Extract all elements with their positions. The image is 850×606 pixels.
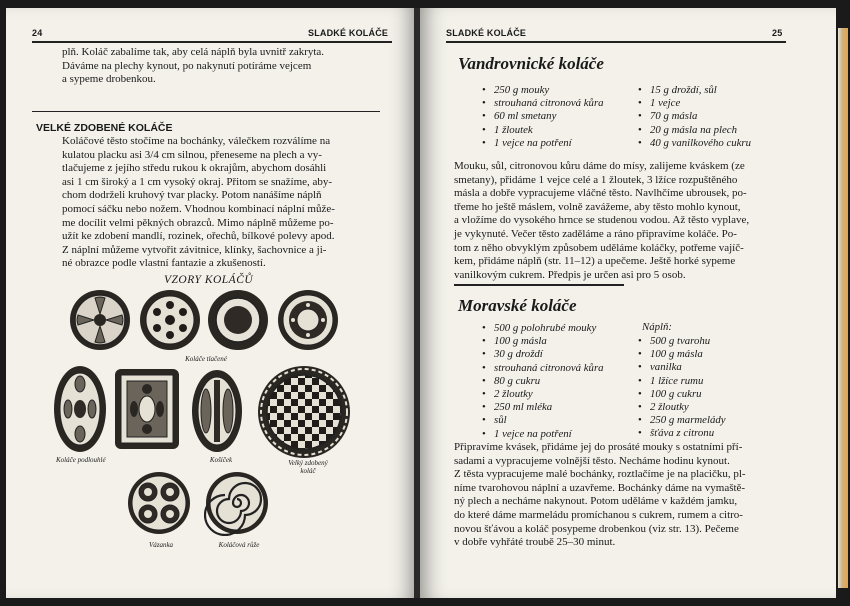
text-line: másla a dobře vypracujeme vláčné těsto. Navlhčíme ubrousek, po- xyxy=(454,187,747,200)
ingredient-item: • 250 g mouky xyxy=(482,84,604,97)
left-page xyxy=(6,8,416,598)
ingredient-item: • 500 g polohrubé mouky xyxy=(482,322,604,335)
text-line: níme tvarohovou náplní a uzavřeme. Bochánky dáme na vymaště- xyxy=(454,481,746,494)
section-rule xyxy=(32,111,380,112)
text-line: Z těsta vypracujeme malé bochánky, roztlačíme je na placičku, pl- xyxy=(454,468,746,481)
pastry-square-illustration xyxy=(114,368,180,450)
ingredient-item: • 100 g másla xyxy=(482,335,604,348)
left-page-number: 24 xyxy=(32,28,43,38)
text-line: do které dáme marmeládu promíchanou s cukrem, rumem a citro- xyxy=(454,508,743,521)
text-line: plň. Koláč zabalíme tak, aby celá náplň byla uvnitř zakryta. xyxy=(62,46,325,58)
text-line: kem, přidáme náplň (str. 11–12) a upečeme. Ještě horké sypeme xyxy=(454,255,736,268)
caption-velky-line: koláč xyxy=(300,467,316,475)
section-paragraph xyxy=(62,135,368,271)
text-line: Připravíme kvásek, přidáme jej do prosáté mouky s ostatními pří- xyxy=(454,441,743,453)
recipe1-method xyxy=(454,160,794,282)
text-line: v dobře vyhřáté troubě 25–30 minut. xyxy=(454,536,616,549)
ingredient-item: • 100 g cukru xyxy=(638,388,726,401)
text-line: smetany), přidáme 1 vejce celé a 1 žloutek, 3 lžíce rozpuštěného xyxy=(454,173,738,186)
caption-podlouhle: Koláče podlouhlé xyxy=(56,456,106,464)
ingredient-item: • 15 g droždí, sůl xyxy=(638,84,751,97)
ingredient-item: • 30 g droždí xyxy=(482,348,604,361)
recipe2-ingredients-right xyxy=(638,335,726,441)
pastry-checkerboard-illustration xyxy=(256,364,352,460)
section-title: VELKÉ ZDOBENÉ KOLÁČE xyxy=(36,122,173,134)
ingredient-item: • 20 g másla na plech xyxy=(638,124,751,137)
left-running-header: SLADKÉ KOLÁČE xyxy=(308,28,389,38)
ingredient-item: • 70 g másla xyxy=(638,110,751,123)
ingredient-item: • 1 žloutek xyxy=(482,124,604,137)
pastry-rose-illustration xyxy=(204,470,270,536)
text-line: Z náplní můžeme vytvořit závitnice, klínky, šachovnice a ji- xyxy=(62,243,327,256)
ingredient-item: • sůl xyxy=(482,414,604,427)
caption-tlacene: Koláče tlačené xyxy=(185,355,227,363)
text-line: je vykynuté. Večer těsto zaděláme a ráno připravíme koláče. Po- xyxy=(454,227,737,240)
patterns-title: VZORY KOLÁČŮ xyxy=(164,274,254,286)
text-line: užít ke zdobení mandlí, rozinek, ořechů, bílkové polevy apod. xyxy=(62,230,335,243)
recipe2-ingredients-left xyxy=(482,322,604,441)
text-line: me docílit velmi pěkných obrazců. Mimo náplně můžeme po- xyxy=(62,216,334,229)
recipe1-ingredients-right xyxy=(638,84,751,150)
text-line: ný plech a necháme nakynout. Potom uděláme v každém jamku, xyxy=(454,495,738,508)
filling-label: Náplň: xyxy=(642,321,672,333)
ingredient-item: • 100 g másla xyxy=(638,348,726,361)
ingredient-item: • strouhaná citronová kůra xyxy=(482,97,604,110)
text-line: asi 1 cm široký a 1 cm vysoký okraj. Přitom se snažíme, aby- xyxy=(62,175,333,188)
ingredient-item: • 1 vejce na potření xyxy=(482,137,604,150)
pastry-dots-illustration xyxy=(138,288,202,352)
caption-kosicek: Košíček xyxy=(209,456,233,464)
recipe2-method xyxy=(454,441,794,550)
pastry-wheel-illustration xyxy=(68,288,132,352)
text-line: a vložíme do vysokého hrnce se studenou vodou. Až těsto vyplave, xyxy=(454,214,750,227)
text-line: Koláčové těsto stočíme na bochánky, válečkem rozválíme na xyxy=(62,135,331,147)
text-line: novou šťávou a koláč posypeme drobenkou (viz str. 13). Pečeme xyxy=(454,522,739,535)
recipe-separator xyxy=(454,284,624,286)
text-line: Mouku, sůl, citronovou kůru dáme do mísy, zalijeme kváskem (ze xyxy=(454,160,745,172)
recipe2-title: Moravské koláče xyxy=(458,296,577,315)
ingredient-item: • 2 žloutky xyxy=(482,388,604,401)
ingredient-item: • 250 g marmelády xyxy=(638,414,726,427)
pastry-basket-illustration xyxy=(190,368,244,454)
ingredient-item: • šťáva z citronu xyxy=(638,427,726,440)
text-line: chom dodrželi kruhový tvar placky. Potom nanášíme náplň xyxy=(62,189,322,202)
text-line: tom z něho obvyklým způsobem uděláme koláčky, potřeme vajíč- xyxy=(454,241,744,254)
recipe1-title: Vandrovnické koláče xyxy=(458,54,604,73)
ingredient-item: • 60 ml smetany xyxy=(482,110,604,123)
text-line: Dáváme na plechy kynout, po nakynutí potíráme vejcem xyxy=(62,59,312,72)
ingredient-item: • 2 žloutky xyxy=(638,401,726,414)
text-line: né obrazce podle vlastní fantazie a zkušeností. xyxy=(62,257,266,270)
pastry-oval-illustration xyxy=(52,364,108,454)
text-line: třeme ho ještě máslem, volně zavážeme, aby těsto mohlo kynout, xyxy=(454,200,741,213)
pastry-knot-illustration xyxy=(126,470,192,536)
ingredient-item: • strouhaná citronová kůra xyxy=(482,362,604,375)
left-header-rule xyxy=(32,41,392,43)
pastry-ring-illustration xyxy=(276,288,340,352)
text-line: vanilkovým cukrem. Předpis je určen asi pro 5 osob. xyxy=(454,268,686,281)
right-header-rule xyxy=(446,41,786,43)
right-running-header: SLADKÉ KOLÁČE xyxy=(446,28,527,38)
ingredient-item: • 500 g tvarohu xyxy=(638,335,726,348)
ingredient-item: • 80 g cukru xyxy=(482,375,604,388)
page-edges xyxy=(838,28,848,588)
ingredient-item: • 1 lžíce rumu xyxy=(638,375,726,388)
pastry-filled-illustration xyxy=(206,288,270,352)
recipe1-ingredients-left xyxy=(482,84,604,150)
text-line: tlačujeme z jejího středu rukou k okrajům, abychom dosáhli xyxy=(62,162,327,175)
text-line: pomocí sáčku nebo nožem. Vhodnou kombinací náplní může- xyxy=(62,202,335,215)
caption-velky xyxy=(268,459,348,475)
ingredient-item: • 1 vejce na potření xyxy=(482,428,604,441)
ingredient-item: • 1 vejce xyxy=(638,97,751,110)
ingredient-item: • 250 ml mléka xyxy=(482,401,604,414)
caption-velky-line: Velký zdobený xyxy=(288,459,328,467)
right-page xyxy=(420,8,836,598)
intro-paragraph xyxy=(62,46,366,87)
ingredient-item: • 40 g vanilkového cukru xyxy=(638,137,751,150)
caption-vazanka: Vázanka xyxy=(148,541,174,549)
text-line: sadami a vypracujeme volnější těsto. Necháme hodinu kynout. xyxy=(454,454,730,467)
ingredient-item: • vanilka xyxy=(638,361,726,374)
right-page-number: 25 xyxy=(772,28,783,38)
text-line: kulatou placku asi 3/4 cm silnou, přeneseme na plech a vy- xyxy=(62,148,322,161)
text-line: a sypeme drobenkou. xyxy=(62,73,156,86)
book-spread xyxy=(6,8,842,598)
caption-ruze: Koláčová růže xyxy=(218,541,260,549)
